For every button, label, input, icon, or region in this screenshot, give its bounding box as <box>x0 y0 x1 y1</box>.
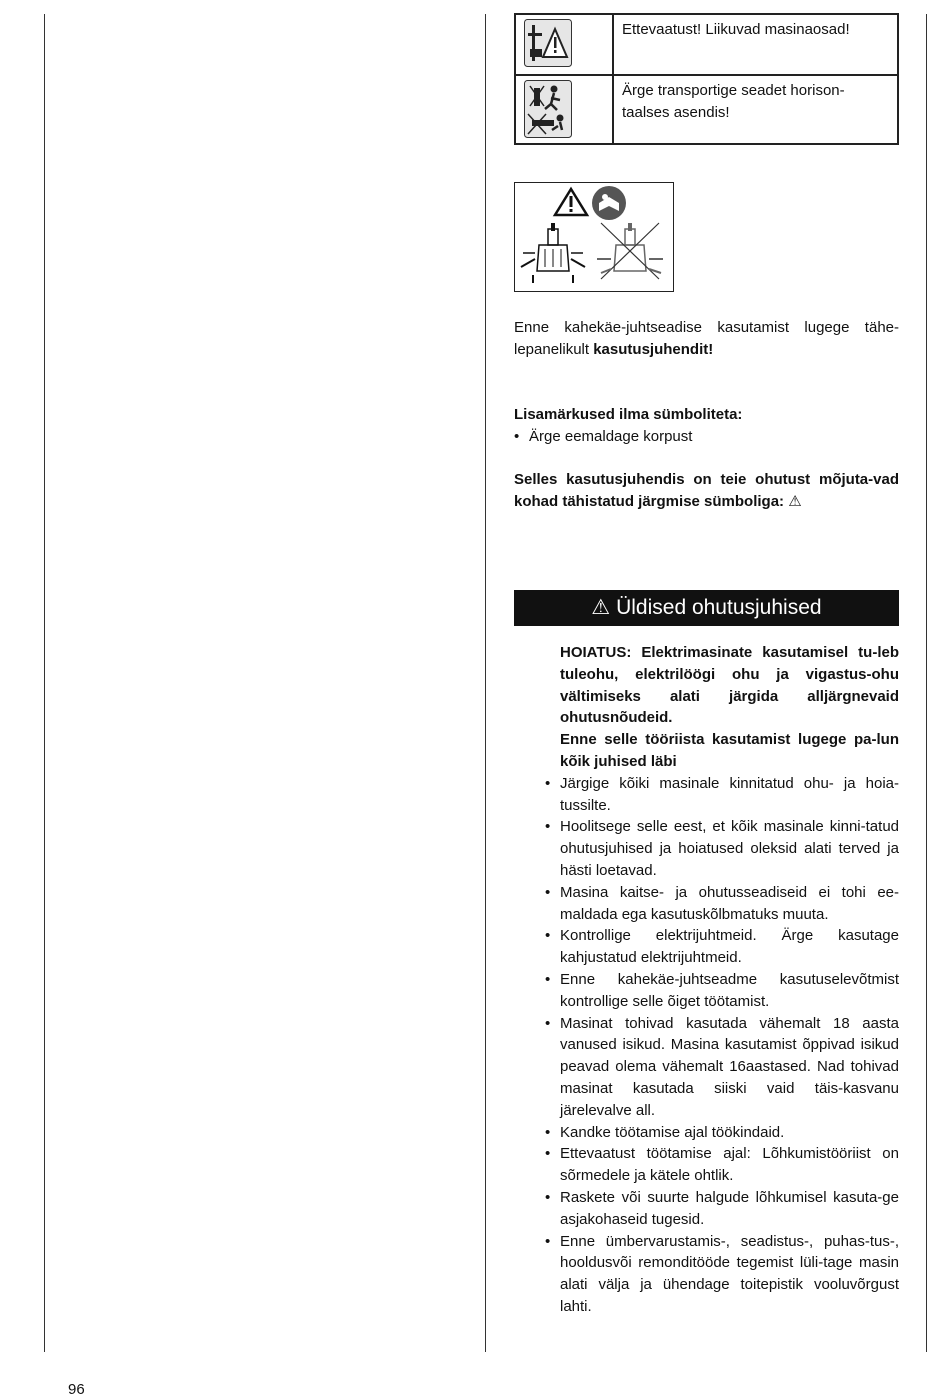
list-item-text: Raskete või suurte halgude lõhkumisel kasuta-ge asjakohaseid tugesid. <box>560 1188 899 1228</box>
list-item <box>545 773 899 817</box>
list-item <box>545 1187 899 1231</box>
list-item <box>545 1122 899 1144</box>
intro-paragraph <box>514 317 899 361</box>
list-item-text: Masinat tohivad kasutada vähemalt 18 aasta vanused isikud. Masina kasutamist õppivad isikud peavad olema vähemalt 16aastased. Nad tohivad masinat kasutada siiski vaid täis-kasvanu järelevalve all. <box>560 1014 899 1119</box>
symbol-note-text: Selles kasutusjuhendis on teie ohutust mõjuta-vad kohad tähistatud järgmise sümboliga: ⚠ <box>514 471 899 510</box>
list-item <box>545 925 899 969</box>
list-item <box>514 426 899 448</box>
bullet-dot: • <box>545 970 551 988</box>
symbol-text: Ettevaatust! Liikuvad masinaosad! <box>613 14 898 75</box>
warning-text: HOIATUS: Elektrimasinate kasutamisel tu-leb tuleohu, elektrilöögi ohu ja vigastus-ohu vältimiseks alati järgida alljärgnevaid ohutusnõudeid. <box>560 644 899 727</box>
no-horizontal-transport-icon <box>515 75 613 144</box>
bullet-dot: • <box>545 1188 551 1206</box>
symbol-row <box>515 75 898 144</box>
bullet-dot: • <box>545 1232 551 1250</box>
bullet-dot: • <box>545 1145 551 1163</box>
list-item-text: Järgige kõiki masinale kinnitatud ohu- ja hoia-tussilte. <box>560 774 899 814</box>
list-item <box>545 882 899 926</box>
list-item-text: Enne kahekäe-juhtseadme kasutuselevõtmist kontrollige selle õiget töötamist. <box>560 970 899 1010</box>
symbol-text: Ärge transportige seadet horison-taalses asendis! <box>613 75 898 144</box>
bullet-dot: • <box>545 818 551 836</box>
list-item-text: Ettevaatust töötamise ajal: Lõhkumistööriist on sõrmedele ja kätele ohtlik. <box>560 1145 899 1185</box>
bullet-dot: • <box>514 427 520 445</box>
list-item-text: Hoolitsege selle eest, et kõik masinale kinni-tatud ohutusjuhised ja hoiatused oleksid alati terved ja hästi loetavad. <box>560 818 899 879</box>
page-number: 96 <box>68 1381 85 1398</box>
bullet-dot: • <box>545 1014 551 1032</box>
list-item-text: Masina kaitse- ja ohutusseadiseid ei tohi ee-maldada ega kasutuskõlbmatuks muuta. <box>560 883 899 923</box>
notes-item: Ärge eemaldage korpust <box>529 427 693 445</box>
bullet-dot: • <box>545 883 551 901</box>
intro-bold-text: kasutusjuhendit! <box>593 340 714 358</box>
list-item <box>545 1143 899 1187</box>
read-all-text: Enne selle tööriista kasutamist lugege pa-lun kõik juhised läbi <box>560 731 899 770</box>
notes-heading: Lisamärkused ilma sümboliteta: <box>514 406 743 423</box>
list-item-text: Enne ümbervarustamis-, seadistus-, puhas-tus-, hooldusvõi remonditööde tegemist lüli-tage masin alati välja ja ühendage toitepistik vooluvõrgust lahti. <box>560 1232 899 1315</box>
symbol-row <box>515 14 898 75</box>
right-margin-rule <box>926 14 927 1352</box>
list-item-text: Kandke töötamise ajal töökindaid. <box>560 1123 785 1141</box>
list-item <box>545 1013 899 1122</box>
symbol-note <box>514 469 899 513</box>
list-item <box>545 969 899 1013</box>
bullet-dot: • <box>545 927 551 945</box>
bullet-dot: • <box>545 774 551 792</box>
bullet-dot: • <box>545 1123 551 1141</box>
section-body <box>545 642 899 1318</box>
left-margin-rule <box>44 14 45 1352</box>
intro-text: Enne kahekäe-juhtseadise kasutamist lugege tähe-lepanelikult <box>514 319 899 358</box>
list-item-text: Kontrollige elektrijuhtmeid. Ärge kasutage kahjustatud elektrijuhtmeid. <box>560 927 899 967</box>
safety-list <box>545 773 899 1318</box>
notes-block <box>514 404 899 448</box>
section-heading: ⚠ Üldised ohutusjuhised <box>514 590 899 626</box>
symbol-table <box>514 13 899 145</box>
list-item <box>545 1231 899 1318</box>
column-divider-rule <box>485 14 486 1352</box>
list-item <box>545 816 899 881</box>
two-hand-control-warning-read-manual-icon <box>514 182 674 292</box>
moving-parts-warning-icon <box>515 14 613 75</box>
